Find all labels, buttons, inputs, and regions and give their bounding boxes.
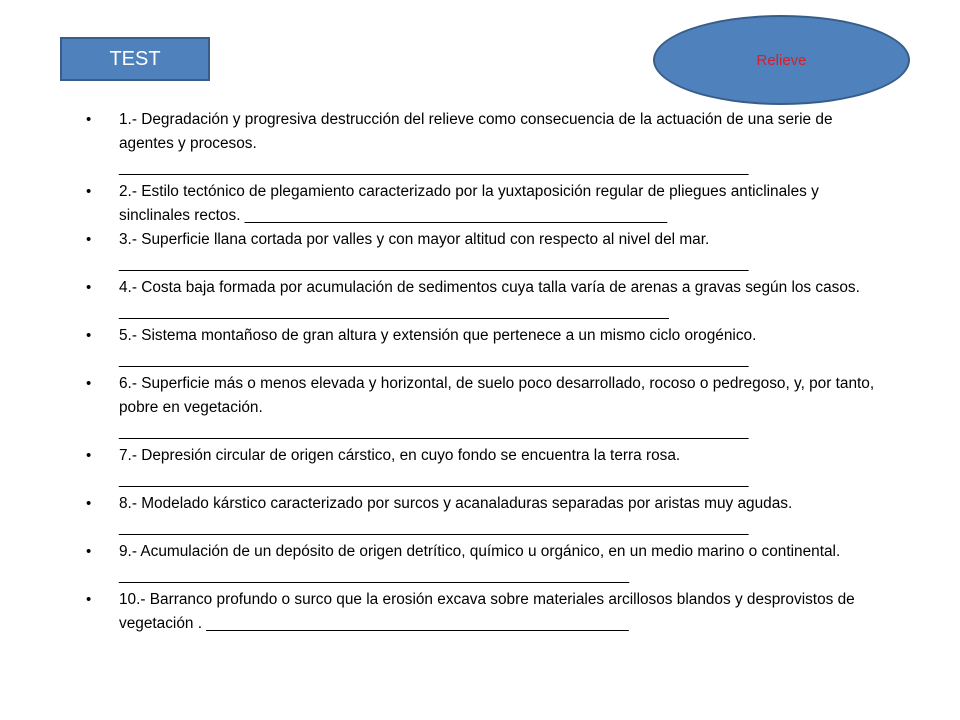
- question-text: 5.- Sistema montañoso de gran altura y extensión que pertenece a un mismo ciclo orogénico.: [119, 327, 757, 344]
- question-item-3: [86, 228, 876, 276]
- bullet-icon: •: [86, 231, 92, 248]
- answer-blank: _______________________________________________________________________________: [119, 255, 748, 272]
- topic-label: Relieve: [756, 51, 807, 69]
- topic-ellipse: [653, 15, 910, 105]
- answer-blank: _____________________________________________________________________: [119, 303, 669, 320]
- bullet-icon: •: [86, 111, 92, 128]
- question-text: 6.- Superficie más o menos elevada y horizontal, de suelo poco desarrollado, rocoso o pedregoso, y, por tanto, pobre en vegetación.: [119, 375, 875, 416]
- question-item-5: [86, 324, 876, 372]
- question-item-10: [86, 588, 876, 636]
- question-list: [86, 108, 876, 636]
- question-item-2: [86, 180, 876, 228]
- answer-blank: _______________________________________________________________________________: [119, 423, 748, 440]
- question-item-7: [86, 444, 876, 492]
- question-item-4: [86, 276, 876, 324]
- bullet-icon: •: [86, 495, 92, 512]
- answer-blank: _______________________________________________________________________________: [119, 159, 748, 176]
- question-text: 4.- Costa baja formada por acumulación de sedimentos cuya talla varía de arenas a gravas según los casos.: [119, 279, 860, 296]
- question-text: 1.- Degradación y progresiva destrucción del relieve como consecuencia de la actuación de una serie de agentes y procesos.: [119, 111, 833, 152]
- test-badge: [60, 37, 210, 81]
- bullet-icon: •: [86, 591, 92, 608]
- bullet-icon: •: [86, 375, 92, 392]
- answer-blank: _____________________________________________________: [244, 207, 667, 224]
- question-text: 2.- Estilo tectónico de plegamiento caracterizado por la yuxtaposición regular de pliegues anticlinales y sinclinales rectos.: [119, 183, 819, 224]
- bullet-icon: •: [86, 327, 92, 344]
- bullet-icon: •: [86, 279, 92, 296]
- question-text: 8.- Modelado kárstico caracterizado por surcos y acanaladuras separadas por aristas muy agudas.: [119, 495, 793, 512]
- test-label: TEST: [109, 47, 161, 70]
- question-text: 7.- Depresión circular de origen cárstico, en cuyo fondo se encuentra la terra rosa.: [119, 447, 681, 464]
- question-item-1: [86, 108, 876, 180]
- question-item-9: [86, 540, 876, 588]
- question-text: 3.- Superficie llana cortada por valles y con mayor altitud con respecto al nivel del mar.: [119, 231, 710, 248]
- answer-blank: ________________________________________________________________: [119, 567, 629, 584]
- answer-blank: _____________________________________________________: [206, 615, 629, 632]
- answer-blank: _______________________________________________________________________________: [119, 471, 748, 488]
- bullet-icon: •: [86, 447, 92, 464]
- question-text: 9.- Acumulación de un depósito de origen detrítico, químico u orgánico, en un medio marino o continental.: [119, 543, 841, 560]
- bullet-icon: •: [86, 183, 92, 200]
- answer-blank: _______________________________________________________________________________: [119, 351, 748, 368]
- answer-blank: _______________________________________________________________________________: [119, 519, 748, 536]
- question-item-8: [86, 492, 876, 540]
- question-text: 10.- Barranco profundo o surco que la erosión excava sobre materiales arcillosos blandos y desprovistos de vegetación .: [119, 591, 855, 632]
- question-item-6: [86, 372, 876, 444]
- bullet-icon: •: [86, 543, 92, 560]
